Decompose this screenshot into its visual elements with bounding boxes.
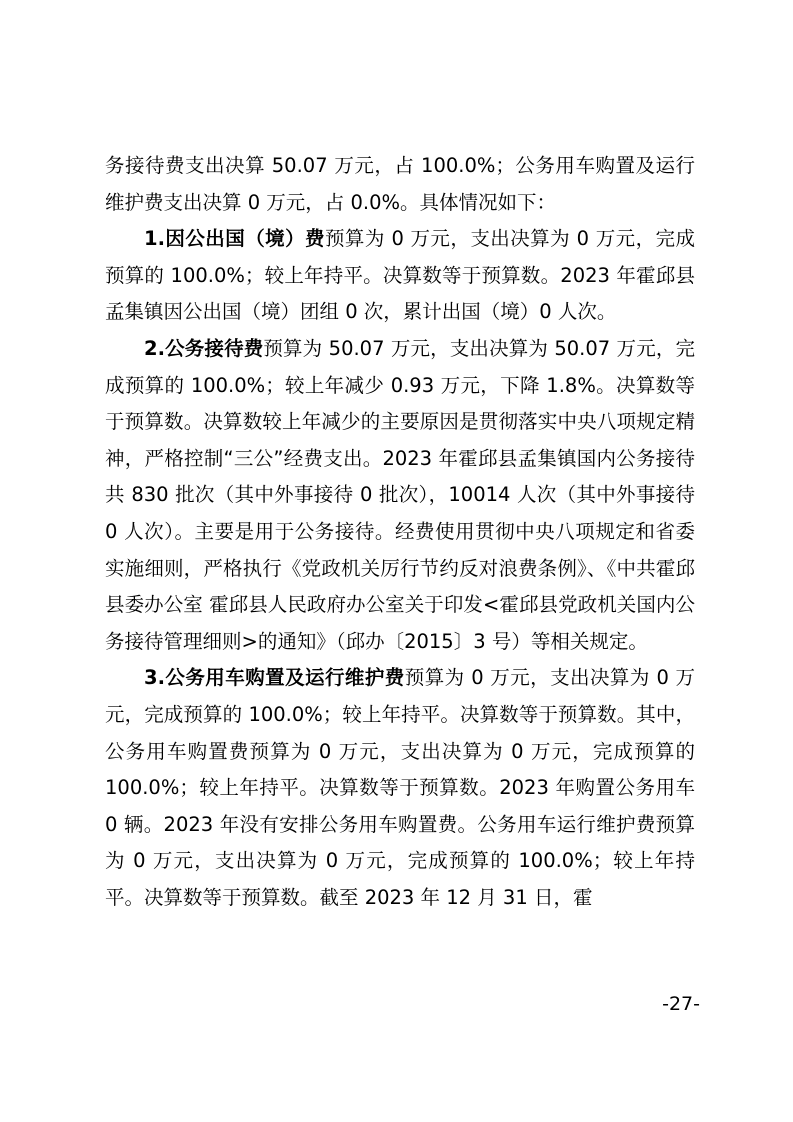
document-body: [105, 148, 695, 916]
paragraph-text: 预算为 0 万元，支出决算为 0 万元，完成预算的 100.0%；较上年持平。决算数等于预算数。2023 年霍邱县孟集镇因公出国（境）团组 0 次，累计出国（境）0 人次。: [105, 227, 695, 324]
paragraph-text: 务接待费支出决算 50.07 万元，占 100.0%；公务用车购置及运行维护费支出决算 0 万元，占 0.0%。具体情况如下：: [105, 154, 695, 214]
section-heading-reception: 2.公务接待费: [144, 336, 264, 360]
section-heading-outbound-travel: 1.因公出国（境）费: [144, 227, 325, 251]
paragraph-outbound-travel: [105, 221, 695, 331]
page-number: -27-: [662, 993, 700, 1015]
section-heading-vehicles: 3.公务用车购置及运行维护费: [144, 666, 405, 690]
paragraph-text: 预算为 0 万元，支出决算为 0 万元，完成预算的 100.0%；较上年持平。决算数等于预算数。其中，公务用车购置费预算为 0 万元，支出决算为 0 万元，完成预算的 100.0%；较上年持平。决算数等于预算数。2023 年购置公务用车 0 辆。2023 年没有安排公务用车购置费。公务用车运行维护费预算为 0 万元，支出决算为 0 万元，完成预算的 100.0%；较上年持平。决算数等于预算数。截至 2023 年 12 月 31 日，霍: [105, 666, 696, 909]
paragraph-continued: [105, 148, 695, 221]
paragraph-text: 预算为 50.07 万元，支出决算为 50.07 万元，完成预算的 100.0%；较上年减少 0.93 万元，下降 1.8%。决算数等于预算数。决算数较上年减少的主要原因是贯彻落实中央八项规定精神，严格控制“三公”经费支出。2023 年霍邱县孟集镇国内公务接待共 830 批次（其中外事接待 0 批次），10014 人次（其中外事接待 0 人次）。主要是用于公务接待。经费使用贯彻中央八项规定和省委实施细则，严格执行《党政机关厉行节约反对浪费条例》、《中共霍邱县委办公室 霍邱县人民政府办公室关于印发<霍邱县党政机关国内公务接待管理细则>的通知》（邱办〔2015〕3 号）等相关规定。: [105, 336, 695, 653]
paragraph-reception: [105, 331, 695, 660]
paragraph-vehicles: [105, 660, 695, 916]
